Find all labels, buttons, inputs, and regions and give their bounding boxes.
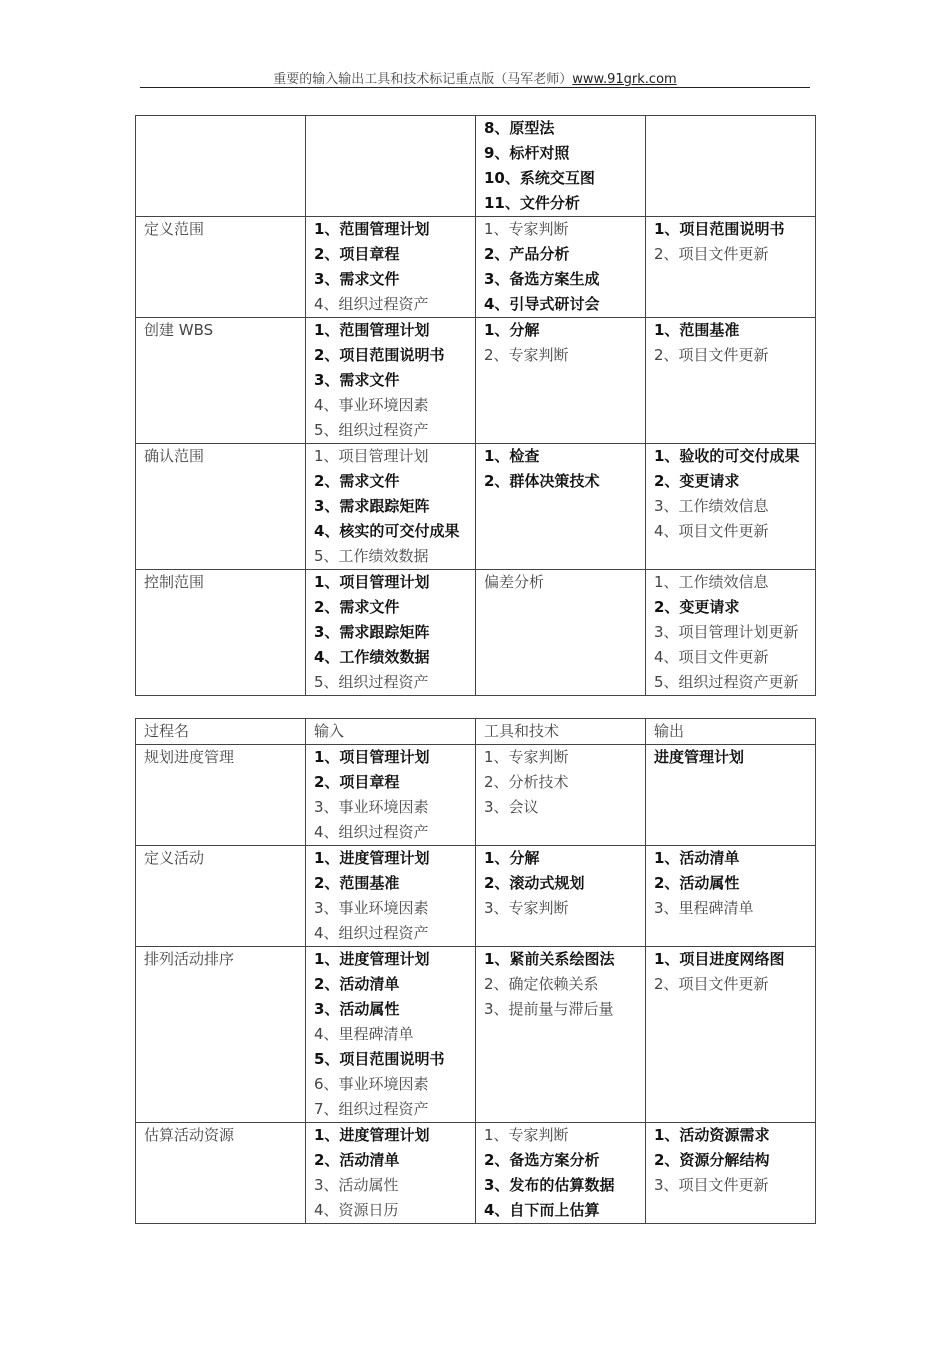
cell-item: 5、组织过程资产 (314, 421, 429, 439)
outputs-cell (646, 318, 816, 444)
schedule-process-table (135, 718, 816, 1224)
cell-item: 1、项目进度网络图 (654, 950, 785, 968)
cell-item: 9、标杆对照 (484, 144, 570, 162)
cell-item: 3、里程碑清单 (654, 899, 754, 917)
cell-item: 1、项目管理计划 (314, 447, 429, 465)
cell-item: 11、文件分析 (484, 194, 580, 212)
tools-cell (476, 846, 646, 947)
outputs-cell (646, 217, 816, 318)
inputs-cell (306, 217, 476, 318)
cell-item: 1、范围基准 (654, 321, 740, 339)
cell-item: 2、产品分析 (484, 245, 570, 263)
table-row (136, 318, 816, 444)
cell-item: 3、事业环境因素 (314, 899, 429, 917)
cell-item: 1、专家判断 (484, 1126, 569, 1144)
tools-cell (476, 745, 646, 846)
cell-item: 1、活动清单 (654, 849, 740, 867)
header-row (136, 719, 816, 745)
cell-item: 2、需求文件 (314, 598, 400, 616)
tools-cell (476, 1123, 646, 1224)
cell-item: 4、核实的可交付成果 (314, 522, 460, 540)
tools-cell (476, 444, 646, 570)
inputs-cell (306, 947, 476, 1123)
cell-item: 2、变更请求 (654, 598, 740, 616)
cell-item: 3、发布的估算数据 (484, 1176, 615, 1194)
cell-item: 5、工作绩效数据 (314, 547, 429, 565)
cell-item: 3、需求跟踪矩阵 (314, 623, 430, 641)
inputs-cell (306, 444, 476, 570)
cell-item: 1、项目管理计划 (314, 748, 430, 766)
cell-item: 1、进度管理计划 (314, 849, 430, 867)
cell-item: 进度管理计划 (654, 748, 745, 766)
cell-item: 2、需求文件 (314, 472, 400, 490)
cell-item: 1、项目范围说明书 (654, 220, 785, 238)
table-row (136, 745, 816, 846)
cell-item: 1、工作绩效信息 (654, 573, 769, 591)
cell-item: 4、项目文件更新 (654, 522, 769, 540)
cell-item: 6、事业环境因素 (314, 1075, 429, 1093)
cell-item: 4、工作绩效数据 (314, 648, 430, 666)
table-row (136, 444, 816, 570)
table-row (136, 1123, 816, 1224)
cell-item: 4、组织过程资产 (314, 295, 429, 313)
table-row (136, 947, 816, 1123)
cell-item: 1、紧前关系绘图法 (484, 950, 615, 968)
process-name-cell: 估算活动资源 (136, 1123, 306, 1224)
scope-process-table (135, 115, 816, 696)
cell-item: 5、项目范围说明书 (314, 1050, 445, 1068)
cell-item: 3、事业环境因素 (314, 798, 429, 816)
process-name-cell: 规划进度管理 (136, 745, 306, 846)
header-title: 重要的输入输出工具和技术标记重点版（马军老师） (273, 72, 573, 87)
cell-item: 3、项目文件更新 (654, 1176, 769, 1194)
cell-item: 4、自下而上估算 (484, 1201, 600, 1219)
cell-item: 1、验收的可交付成果 (654, 447, 800, 465)
page-header (140, 68, 810, 87)
cell-item: 1、活动资源需求 (654, 1126, 770, 1144)
process-name-cell (136, 116, 306, 217)
cell-item: 2、活动属性 (654, 874, 740, 892)
outputs-cell (646, 444, 816, 570)
cell-item: 2、备选方案分析 (484, 1151, 600, 1169)
inputs-cell (306, 1123, 476, 1224)
tools-cell (476, 217, 646, 318)
outputs-cell (646, 846, 816, 947)
tools-cell (476, 570, 646, 696)
cell-item: 2、专家判断 (484, 346, 569, 364)
process-name-cell: 定义活动 (136, 846, 306, 947)
cell-item: 7、组织过程资产 (314, 1100, 429, 1118)
cell-item: 1、检查 (484, 447, 540, 465)
cell-item: 3、需求跟踪矩阵 (314, 497, 430, 515)
cell-item: 2、项目文件更新 (654, 346, 769, 364)
cell-item: 1、进度管理计划 (314, 1126, 430, 1144)
cell-item: 3、提前量与滞后量 (484, 1000, 614, 1018)
header-link[interactable]: www.91grk.com (572, 72, 677, 87)
outputs-cell (646, 116, 816, 217)
cell-item: 2、项目章程 (314, 245, 400, 263)
tools-cell (476, 947, 646, 1123)
column-header: 输入 (306, 719, 476, 745)
cell-item: 2、变更请求 (654, 472, 740, 490)
cell-item: 3、会议 (484, 798, 539, 816)
cell-item: 4、里程碑清单 (314, 1025, 414, 1043)
cell-item: 2、项目文件更新 (654, 245, 769, 263)
cell-item: 1、进度管理计划 (314, 950, 430, 968)
cell-item: 3、项目管理计划更新 (654, 623, 799, 641)
outputs-cell (646, 947, 816, 1123)
header-rule (140, 87, 810, 88)
cell-item: 1、分解 (484, 321, 540, 339)
outputs-cell (646, 570, 816, 696)
inputs-cell (306, 846, 476, 947)
cell-item: 2、范围基准 (314, 874, 400, 892)
cell-item: 2、群体决策技术 (484, 472, 600, 490)
cell-item: 3、备选方案生成 (484, 270, 600, 288)
inputs-cell (306, 745, 476, 846)
inputs-cell (306, 318, 476, 444)
cell-item: 5、组织过程资产更新 (654, 673, 799, 691)
cell-item: 1、范围管理计划 (314, 220, 430, 238)
cell-item: 3、需求文件 (314, 270, 400, 288)
process-name-cell: 确认范围 (136, 444, 306, 570)
column-header: 过程名 (136, 719, 306, 745)
process-name-cell: 排列活动排序 (136, 947, 306, 1123)
cell-item: 1、项目管理计划 (314, 573, 430, 591)
cell-item: 3、专家判断 (484, 899, 569, 917)
column-header: 输出 (646, 719, 816, 745)
cell-item: 3、需求文件 (314, 371, 400, 389)
cell-item: 1、专家判断 (484, 748, 569, 766)
cell-item: 2、确定依赖关系 (484, 975, 599, 993)
cell-item: 2、活动清单 (314, 1151, 400, 1169)
outputs-cell (646, 745, 816, 846)
cell-item: 4、引导式研讨会 (484, 295, 600, 313)
cell-item: 3、工作绩效信息 (654, 497, 769, 515)
cell-item: 4、组织过程资产 (314, 924, 429, 942)
cell-item: 4、项目文件更新 (654, 648, 769, 666)
tools-cell (476, 116, 646, 217)
outputs-cell (646, 1123, 816, 1224)
process-name-cell: 定义范围 (136, 217, 306, 318)
table-row (136, 846, 816, 947)
cell-item: 2、滚动式规划 (484, 874, 585, 892)
tools-cell (476, 318, 646, 444)
cell-item: 2、分析技术 (484, 773, 569, 791)
cell-item: 2、项目文件更新 (654, 975, 769, 993)
process-name-cell: 控制范围 (136, 570, 306, 696)
cell-item: 5、组织过程资产 (314, 673, 429, 691)
cell-item: 10、系统交互图 (484, 169, 595, 187)
inputs-cell (306, 570, 476, 696)
cell-item: 4、事业环境因素 (314, 396, 429, 414)
cell-item: 2、项目范围说明书 (314, 346, 445, 364)
cell-item: 3、活动属性 (314, 1176, 399, 1194)
table-row (136, 217, 816, 318)
column-header: 工具和技术 (476, 719, 646, 745)
cell-item: 1、专家判断 (484, 220, 569, 238)
cell-item: 1、分解 (484, 849, 540, 867)
cell-item: 4、组织过程资产 (314, 823, 429, 841)
cell-item: 8、原型法 (484, 119, 555, 137)
cell-item: 2、活动清单 (314, 975, 400, 993)
cell-item: 4、资源日历 (314, 1201, 399, 1219)
cell-item: 3、活动属性 (314, 1000, 400, 1018)
table-row (136, 570, 816, 696)
cell-item: 偏差分析 (484, 573, 545, 591)
table-row (136, 116, 816, 217)
cell-item: 2、项目章程 (314, 773, 400, 791)
inputs-cell (306, 116, 476, 217)
cell-item: 1、范围管理计划 (314, 321, 430, 339)
cell-item: 2、资源分解结构 (654, 1151, 770, 1169)
process-name-cell: 创建 WBS (136, 318, 306, 444)
